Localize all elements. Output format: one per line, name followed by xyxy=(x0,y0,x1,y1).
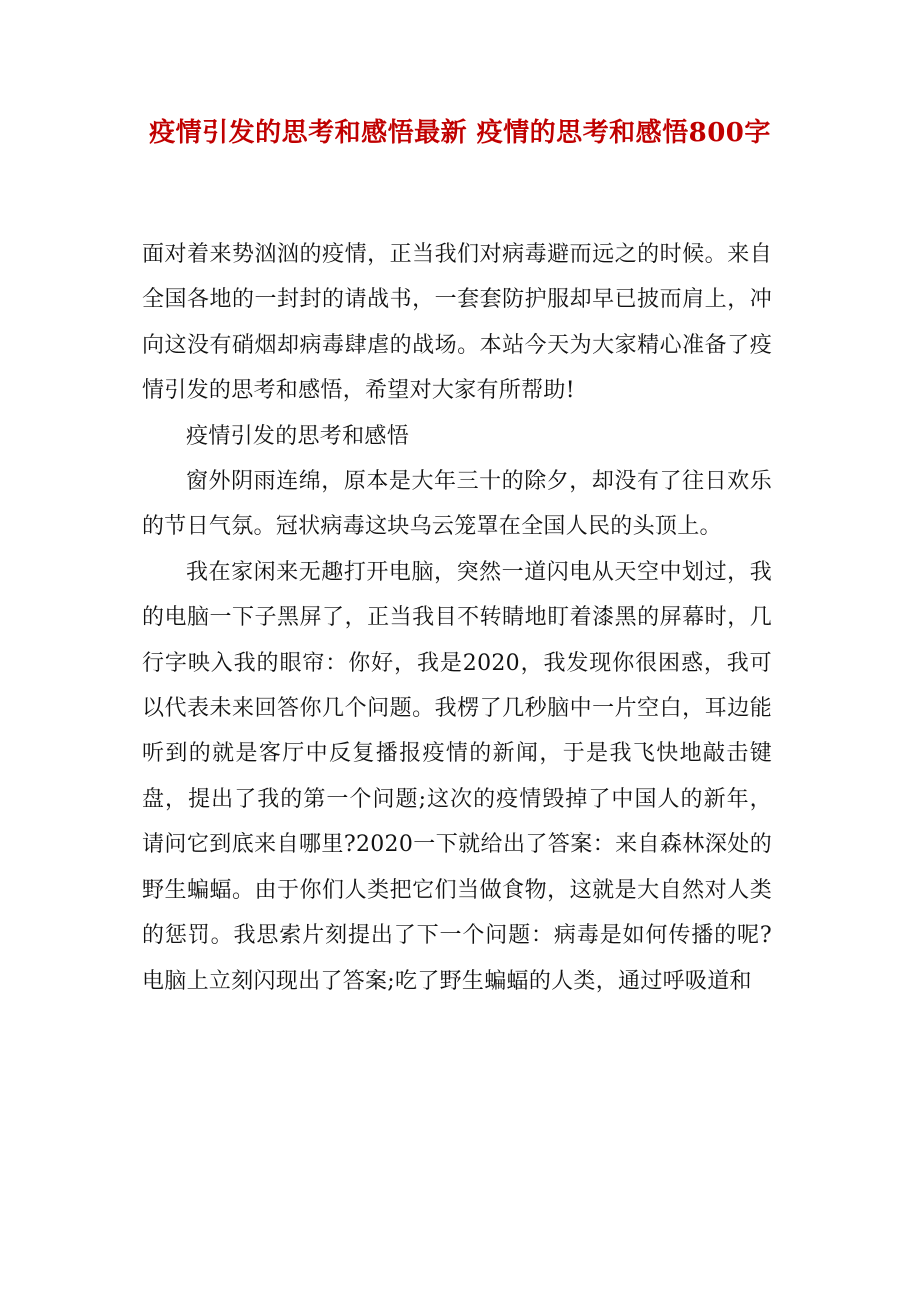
document-title: 疫情引发的思考和感悟最新 疫情的思考和感悟800字 xyxy=(149,118,771,148)
intro-paragraph: 面对着来势汹汹的疫情，正当我们对病毒避而远之的时候。来自全国各地的一封封的请战书，一套套防护服却早已披而肩上，冲向这没有硝烟却病毒肆虐的战场。本站今天为大家精心准备了疫情引发的思考和感悟，希望对大家有所帮助! xyxy=(142,242,772,404)
body-paragraph-2: 我在家闲来无趣打开电脑，突然一道闪电从天空中划过，我的电脑一下子黑屏了，正当我目不转睛地盯着漆黑的屏幕时，几行字映入我的眼帘：你好，我是2020，我发现你很困惑，我可以代表未来回答你几个问题。我楞了几秒脑中一片空白，耳边能听到的就是客厅中反复播报疫情的新闻，于是我飞快地敲击键盘，提出了我的第一个问题;这次的疫情毁掉了中国人的新年，请问它到底来自哪里?2020一下就给出了答案：来自森林深处的野生蝙蝠。由于你们人类把它们当做食物，这就是大自然对人类的惩罚。我思索片刻提出了下一个问题：病毒是如何传播的呢?电脑上立刻闪现出了答案;吃了野生蝙蝠的人类，通过呼吸道和 xyxy=(142,559,772,994)
section-heading: 疫情引发的思考和感悟 xyxy=(186,423,410,449)
document-body xyxy=(142,232,772,1004)
body-paragraph-1: 窗外阴雨连绵，原本是大年三十的除夕，却没有了往日欢乐的节日气氛。冠状病毒这块乌云笼罩在全国人民的头顶上。 xyxy=(142,469,772,540)
